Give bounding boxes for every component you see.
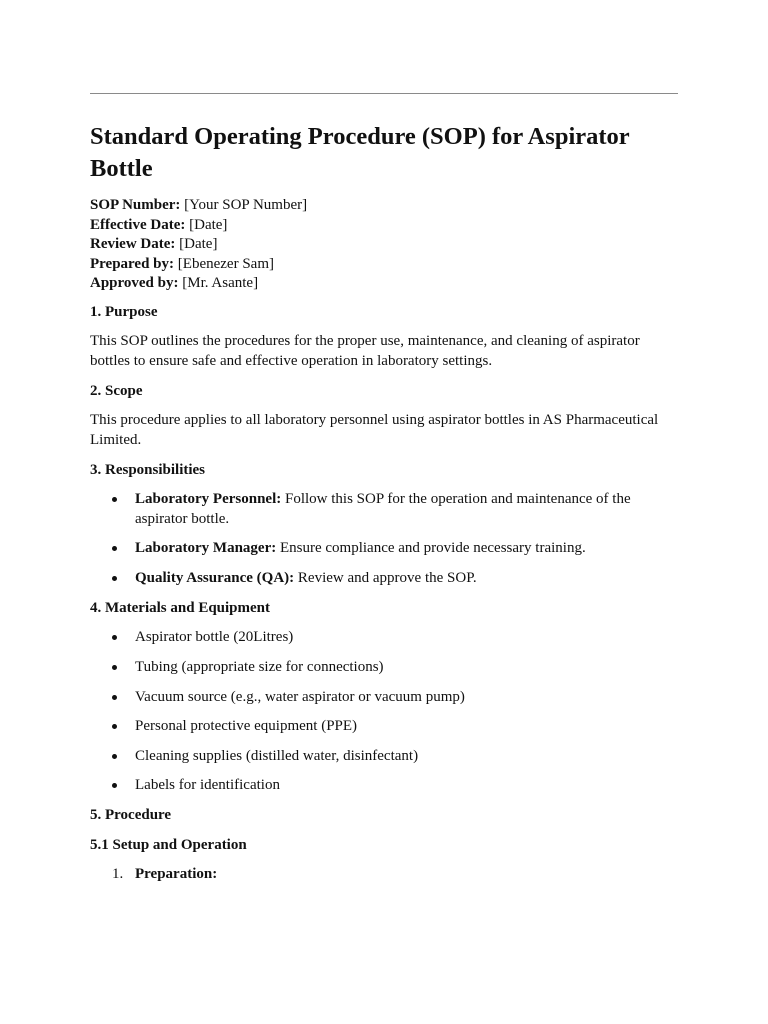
meta-value: [Your SOP Number]: [180, 197, 308, 213]
item-text: Review and approve the SOP.: [294, 570, 477, 586]
bullet-icon: [112, 576, 117, 581]
list-item-content: [135, 489, 645, 529]
list-item-content: [135, 864, 645, 884]
list-item-content: Tubing (appropriate size for connections): [135, 659, 384, 675]
list-item-content: Personal protective equipment (PPE): [135, 718, 358, 734]
item-text: Follow this SOP for the operation and maintenance of the aspirator bottle.: [135, 491, 631, 527]
item-label: Laboratory Manager:: [135, 540, 277, 556]
list-item-content: [135, 568, 645, 588]
bullet-icon: [112, 783, 117, 788]
meta-value: [Date]: [185, 216, 228, 233]
list-item-content: Labels for identification: [135, 777, 280, 793]
procedure-heading: 5. Procedure: [90, 807, 172, 823]
bullet-icon: [112, 695, 117, 700]
sop-number-line: [90, 196, 670, 216]
bullet-icon: [112, 724, 117, 729]
prepared-by-line: [90, 255, 670, 275]
bullet-icon: [112, 546, 117, 551]
bullet-icon: [112, 754, 117, 759]
bullet-icon: [112, 497, 117, 502]
item-label: Preparation:: [135, 866, 218, 882]
list-item-content: [135, 538, 645, 558]
scope-text: This procedure applies to all laboratory personnel using aspirator bottles in AS Pharmaceutical Limited.: [90, 412, 659, 448]
document-title: Standard Operating Procedure (SOP) for Aspirator Bottle: [90, 123, 630, 182]
meta-value: [Date]: [175, 236, 218, 252]
item-label: Laboratory Personnel:: [135, 491, 282, 507]
meta-value: [Ebenezer Sam]: [174, 255, 274, 272]
responsibilities-heading: 3. Responsibilities: [90, 462, 206, 478]
bullet-icon: [112, 635, 117, 640]
top-divider: [90, 93, 678, 94]
approved-by-line: [90, 274, 670, 294]
meta-label: SOP Number:: [90, 197, 181, 213]
bullet-icon: [112, 665, 117, 670]
list-item-content: Aspirator bottle (20Litres): [135, 629, 294, 645]
purpose-text: This SOP outlines the procedures for the proper use, maintenance, and cleaning of aspirator bottles to ensure safe and effective operation in laboratory settings.: [90, 333, 640, 369]
list-item-content: Vacuum source (e.g., water aspirator or vacuum pump): [135, 689, 465, 705]
review-date-line: [90, 235, 670, 255]
meta-label: Review Date:: [90, 236, 176, 252]
sop-metadata: [90, 196, 670, 294]
meta-value: [Mr. Asante]: [178, 275, 259, 291]
list-number: 1.: [112, 866, 124, 882]
item-label: Quality Assurance (QA):: [135, 570, 295, 586]
meta-label: Prepared by:: [90, 255, 175, 272]
setup-operation-heading: 5.1 Setup and Operation: [90, 837, 247, 853]
purpose-heading: 1. Purpose: [90, 304, 158, 320]
meta-label: Effective Date:: [90, 216, 186, 233]
materials-heading: 4. Materials and Equipment: [90, 600, 271, 616]
scope-heading: 2. Scope: [90, 383, 143, 399]
meta-label: Approved by:: [90, 275, 179, 291]
effective-date-line: [90, 216, 670, 236]
list-item-content: Cleaning supplies (distilled water, disinfectant): [135, 748, 419, 764]
item-text: Ensure compliance and provide necessary training.: [276, 540, 586, 556]
